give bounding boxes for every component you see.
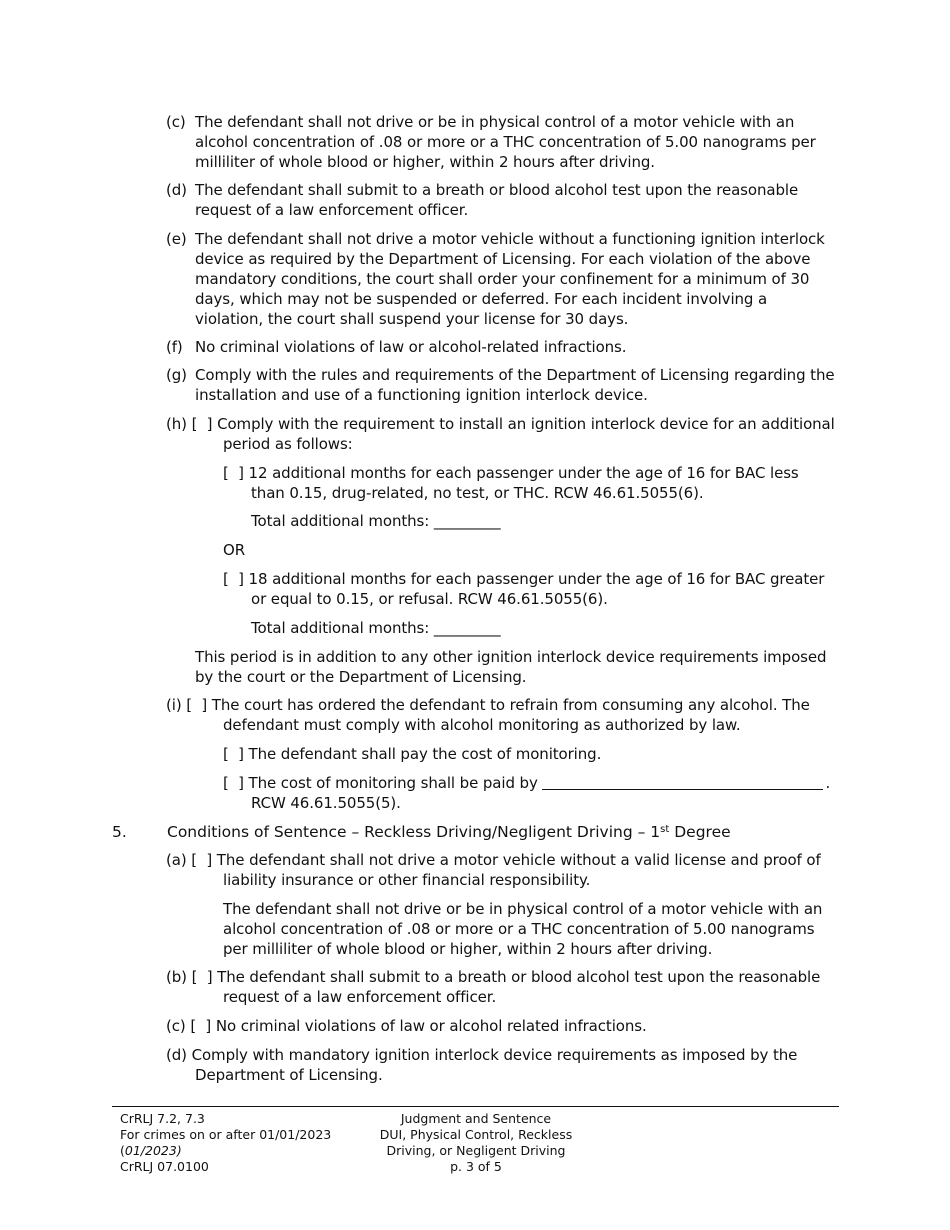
checkbox[interactable]: [ ] [186,696,208,714]
period-note: This period is in addition to any other ignition interlock device requirements imposed by the court or the Department of Licensing. [195,648,827,686]
condition-text: No criminal violations of law or alcohol-related infractions. [195,338,627,356]
section5-condition-a [166,850,842,890]
section5-condition-d [166,1045,842,1085]
condition-label: (b) [166,968,187,986]
footer-center [340,1111,612,1175]
condition-text: No criminal violations of law or alcohol related infractions. [215,1017,647,1035]
option-18-months [223,569,843,609]
condition-c [166,112,838,172]
total-months-2[interactable]: Total additional months: _________ [251,619,501,637]
condition-text: The defendant shall not drive or be in physical control of a motor vehicle with an alcohol concentration of .08 or more or a THC concentration of 5.00 nanograms per milliliter of whole blood or higher, within 2 hours after driving. [195,113,816,171]
footer-title-2: DUI, Physical Control, Reckless [379,1127,573,1142]
condition-text-rest: Department of Licensing. [195,1066,383,1084]
condition-label: (c) [166,113,186,131]
condition-e [166,229,838,329]
condition-text-rest: request of a law enforcement officer. [223,988,497,1006]
section5-condition-c [166,1016,842,1036]
condition-h [166,414,842,454]
section-5-title [167,822,731,842]
footer-revision-paren: ( [120,1143,125,1158]
section-title-text: Conditions of Sentence – Reckless Driving/Negligent Driving – 1 [167,823,661,841]
condition-label: (f) [166,338,183,356]
pay-cost-option [223,744,601,764]
checkbox[interactable]: [ ] [223,570,244,588]
condition-text: The defendant shall not drive a motor vehicle without a functioning ignition interlock device as required by the Department of Licensing. For each violation of the above mandatory conditions, the court shall order your confinement for a minimum of 30 days, which may not be suspended or deferred. For each incident involving a violation, the court shall suspend your license for 30 days. [195,230,825,328]
checkbox[interactable]: [ ] [191,851,213,869]
condition-label: (h) [166,415,187,433]
condition-text-line1: The court has ordered the defendant to refrain from consuming any alcohol. The [211,696,810,714]
footer-form-number: CrRLJ 07.0100 [120,1159,209,1174]
condition-d [166,180,838,220]
condition-g [166,365,838,405]
condition-text-rest: period as follows: [223,435,353,453]
condition-f [166,337,838,357]
paid-by-option [223,773,843,813]
rcw-citation: RCW 46.61.5055(5). [251,794,401,812]
section-5-number: 5. [112,823,127,841]
paid-by-period: . [825,774,831,792]
footer-effective: For crimes on or after 01/01/2023 [120,1127,332,1142]
section5-condition-a-text2: The defendant shall not drive or be in physical control of a motor vehicle with an alcohol concentration of .08 or more or a THC concentration of 5.00 nanograms per milliliter of whole blood or higher, within 2 hours after driving. [223,900,823,958]
checkbox[interactable]: [ ] [223,774,244,792]
checkbox[interactable]: [ ] [223,464,244,482]
condition-label: (d) [166,181,187,199]
condition-text-line1: The defendant shall not drive a motor vehicle without a valid license and proof of [216,851,821,869]
option-text-rest: or equal to 0.15, or refusal. RCW 46.61.5055(6). [251,590,608,608]
condition-text-line1: The defendant shall submit to a breath or blood alcohol test upon the reasonable [217,968,821,986]
condition-text: The defendant shall submit to a breath or blood alcohol test upon the reasonable request of a law enforcement officer. [195,181,799,219]
condition-label: (g) [166,366,187,384]
footer-title-3: Driving, or Negligent Driving [386,1143,566,1158]
condition-label: (c) [166,1017,186,1035]
footer-revision-date: 01/2023) [124,1143,182,1158]
paid-by-field[interactable] [542,774,823,790]
page-number: p. 3 of 5 [450,1159,502,1174]
condition-text-line1: Comply with mandatory ignition interlock device requirements as imposed by the [191,1046,798,1064]
condition-label: (i) [166,696,182,714]
section-title-end: Degree [669,823,731,841]
condition-label: (a) [166,851,187,869]
paid-by-text: The cost of monitoring shall be paid by [248,774,538,792]
condition-text-rest: liability insurance or other financial responsibility. [223,871,591,889]
pay-cost-text: The defendant shall pay the cost of monitoring. [248,745,602,763]
condition-i [166,695,842,735]
option-text-rest: than 0.15, drug-related, no test, or THC. RCW 46.61.5055(6). [251,484,704,502]
footer-rule [112,1106,839,1107]
section5-condition-b [166,967,842,1007]
checkbox[interactable]: [ ] [223,745,244,763]
checkbox[interactable]: [ ] [191,415,213,433]
condition-label: (d) [166,1046,187,1064]
footer-title-1: Judgment and Sentence [400,1111,552,1126]
option-text-line1: 12 additional months for each passenger under the age of 16 for BAC less [248,464,799,482]
condition-label: (e) [166,230,187,248]
option-12-months [223,463,843,503]
footer-revision [120,1143,331,1159]
total-months-1[interactable]: Total additional months: _________ [251,512,501,530]
condition-text: Comply with the rules and requirements of the Department of Licensing regarding the installation and use of a functioning ignition interlock device. [195,366,835,404]
checkbox[interactable]: [ ] [190,1017,212,1035]
footer-left [120,1111,331,1175]
condition-text-rest: defendant must comply with alcohol monitoring as authorized by law. [223,716,741,734]
or-label: OR [223,541,246,559]
condition-text-line1: Comply with the requirement to install an ignition interlock device for an additional [217,415,835,433]
footer-rule-citation: CrRLJ 7.2, 7.3 [120,1111,205,1126]
checkbox[interactable]: [ ] [191,968,213,986]
option-text-line1: 18 additional months for each passenger under the age of 16 for BAC greater [248,570,825,588]
section-title-sup: st [660,824,670,835]
